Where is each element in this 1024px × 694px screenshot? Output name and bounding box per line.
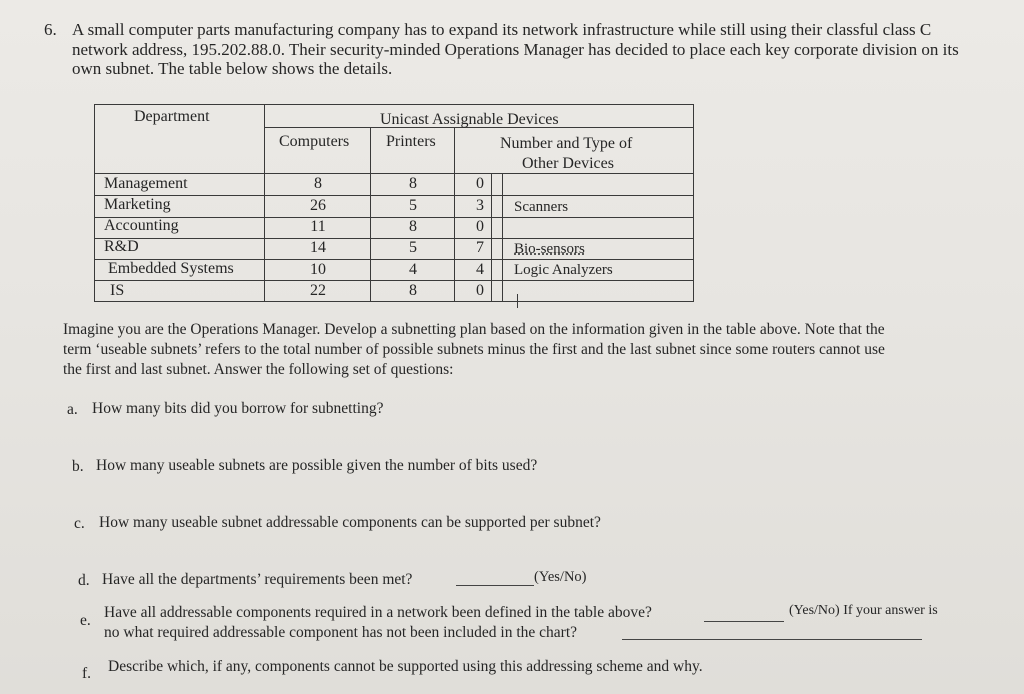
cell-other-count: 0 — [476, 282, 484, 299]
cell-printers: 8 — [409, 282, 417, 299]
question-number: 6. — [44, 20, 57, 39]
question-c-text: How many useable subnet addressable components can be supported per subnet? — [99, 514, 601, 531]
cell-computers: 14 — [310, 239, 326, 256]
cell-computers: 8 — [314, 175, 322, 192]
table-border-right — [693, 104, 694, 302]
question-e-component-blank[interactable] — [622, 624, 922, 640]
intro-line-2: network address, 195.202.88.0. Their security-minded Operations Manager has decided to place each key corporate division on its — [72, 40, 959, 59]
cell-department: Management — [104, 175, 188, 192]
cell-printers: 5 — [409, 197, 417, 214]
cell-printers: 8 — [409, 218, 417, 235]
stray-mark — [517, 294, 518, 308]
table-border-bottom — [94, 301, 694, 302]
row-line — [94, 195, 694, 196]
question-d-answer-blank[interactable] — [456, 568, 534, 586]
cell-other-count: 3 — [476, 197, 484, 214]
question-f-text: Describe which, if any, components cannot be supported using this addressing scheme and why. — [108, 658, 703, 675]
table-divider-printers — [454, 127, 455, 302]
instructions-line-2: term ‘useable subnets’ refers to the total number of possible subnets minus the first and the last subnet since some routers cannot use — [63, 341, 885, 358]
question-d-text: Have all the departments’ requirements been met? — [102, 571, 413, 588]
question-e-suffix: (Yes/No) If your answer is — [789, 603, 938, 618]
cell-computers: 26 — [310, 197, 326, 214]
question-b-text: How many useable subnets are possible given the number of bits used? — [96, 457, 538, 474]
cell-other-type: Scanners — [514, 199, 569, 215]
header-other-devices-1: Number and Type of — [500, 135, 633, 152]
devices-table — [94, 104, 694, 302]
question-c-label: c. — [74, 515, 85, 532]
question-e-text: Have all addressable components required in a network been defined in the table above? — [104, 604, 652, 621]
question-e-answer-blank[interactable] — [704, 605, 784, 622]
cell-other-count: 0 — [476, 175, 484, 192]
instructions-line-3: the first and last subnet. Answer the following set of questions: — [63, 361, 454, 378]
row-line — [94, 280, 694, 281]
question-d-label: d. — [78, 572, 90, 589]
question-b-label: b. — [72, 458, 84, 475]
cell-computers: 11 — [310, 218, 326, 235]
cell-computers: 22 — [310, 282, 326, 299]
header-computers: Computers — [279, 133, 350, 150]
header-other-devices-2: Other Devices — [522, 155, 614, 172]
intro-line-3: own subnet. The table below shows the details. — [72, 59, 393, 78]
header-printers: Printers — [386, 133, 436, 150]
question-d-suffix: (Yes/No) — [534, 569, 587, 585]
header-department: Department — [134, 108, 210, 125]
cell-computers: 10 — [310, 261, 326, 278]
table-divider-dept — [264, 104, 265, 302]
header-unicast-group: Unicast Assignable Devices — [380, 111, 559, 128]
cell-other-count: 0 — [476, 218, 484, 235]
intro-line-1: A small computer parts manufacturing company has to expand its network infrastructure while still using their classful class C — [72, 20, 932, 39]
cell-printers: 8 — [409, 175, 417, 192]
question-a-text: How many bits did you borrow for subnetting? — [92, 400, 384, 417]
cell-printers: 5 — [409, 239, 417, 256]
question-e-line-2: no what required addressable component has not been included in the chart? — [104, 624, 578, 641]
table-divider-header — [94, 173, 694, 174]
question-e-label: e. — [80, 612, 91, 629]
cell-department: Embedded Systems — [108, 260, 234, 277]
table-border-left — [94, 104, 95, 302]
instructions-line-1: Imagine you are the Operations Manager. Develop a subnetting plan based on the information given in the table above. Note that the — [63, 321, 885, 338]
cell-other-count: 7 — [476, 239, 484, 256]
question-a-label: a. — [67, 401, 78, 418]
cell-other-type: Logic Analyzers — [514, 262, 613, 278]
cell-other-count: 4 — [476, 261, 484, 278]
cell-department: IS — [110, 282, 125, 299]
question-f-label: f. — [82, 665, 92, 682]
cell-department: R&D — [104, 238, 139, 255]
table-divider-computers — [370, 127, 371, 302]
cell-other-type: Bio-sensors — [514, 241, 585, 257]
cell-department: Marketing — [104, 196, 171, 213]
cell-department: Accounting — [104, 217, 179, 234]
cell-printers: 4 — [409, 261, 417, 278]
table-border-top — [94, 104, 694, 105]
